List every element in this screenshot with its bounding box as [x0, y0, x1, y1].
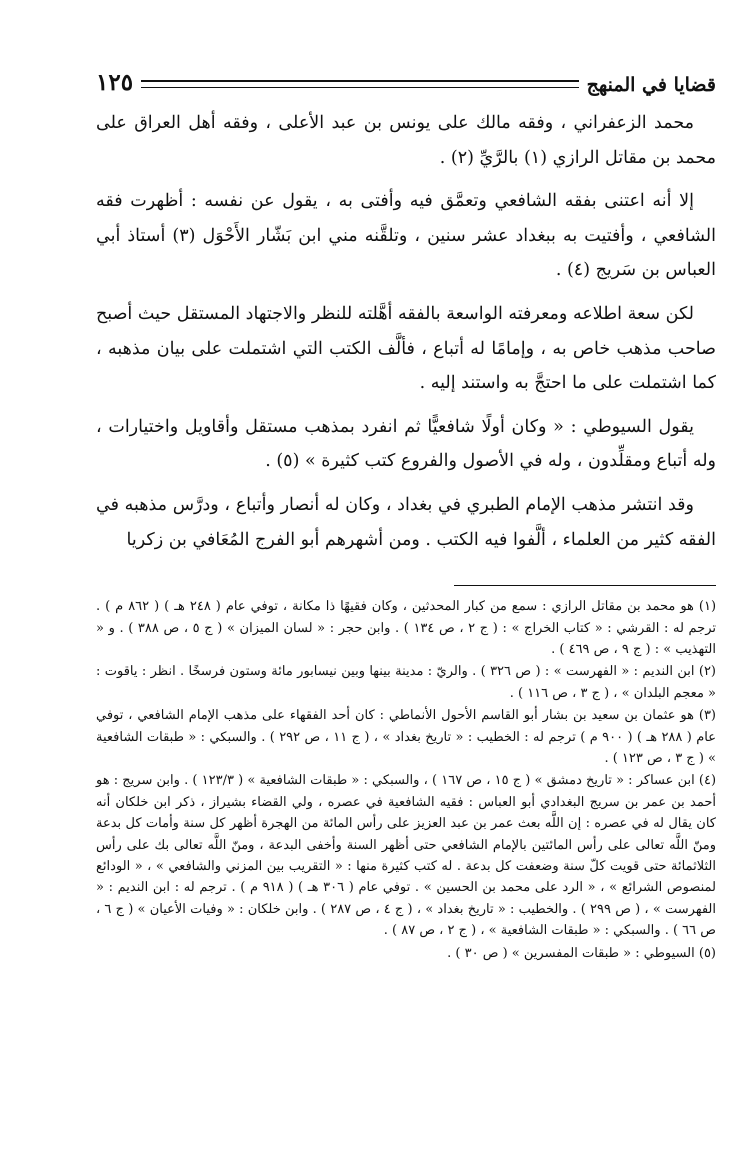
header-rule — [141, 80, 579, 88]
footnotes — [96, 596, 716, 964]
page-number: ١٢٥ — [96, 69, 134, 96]
footnote: (٥) السيوطي : « طبقات المفسرين » ( ص ٣٠ ) . — [447, 945, 716, 961]
header-title: قضايا في المنهج — [586, 74, 716, 96]
paragraph: لكن سعة اطلاعه ومعرفته الواسعة بالفقه أهَّلته للنظر والاجتهاد المستقل حيث أصبح صاحب مذهب خاص به ، وإمامًا له أتباع ، فألَّف الكتب التي اشتملت على بيان مذهبه ، كما اشتملت على ما احتجَّ به واستند إليه . — [96, 303, 716, 394]
paragraph: إلا أنه اعتنى بفقه الشافعي وتعمَّق فيه وأفتى به ، يقول عن نفسه : أظهرت فقه الشافعي ، وأفتيت به ببغداد عشر سنين ، وتلقَّنه مني ابن بَشّار الأَحْوَل (٣) أستاذ أبي العباس بن سَريج (٤) . — [96, 191, 716, 281]
paragraph: وقد انتشر مذهب الإمام الطبري في بغداد ، وكان له أنصار وأتباع ، ودرَّس مذهبه في الفقه كثير من العلماء ، ألَّفوا فيه الكتب . ومن أشهرهم أبو الفرج المُعَافي بن زكريا — [96, 494, 716, 550]
footnote: (٤) ابن عساكر : « تاريخ دمشق » ( ج ١٥ ، ص ١٦٧ ) ، والسبكي : « طبقات الشافعية » ( ١٢٣/٣ ) . وابن سريج : هو أحمد بن عمر بن سريج البغدادي أبو العباس : فقيه الشافعية في عصره ، ولي القضاء بشيراز ، ذكر ابن خلكان أنه كان يقال له في عصره : إن اللَّه بعث عمر بن عبد العزيز على رأس المائة من الهجرة أظهر كل سنة وأمات كل بدعة ومنّ اللَّه تعالى على رأس المائتين بالإمام الشافعي حتى أظهر السنة وأخفى البدعة ، ومنّ اللَّه تعالى بك على رأس الثلاثمائة حتى قويت كلّ سنة وضعفت كل بدعة . له كتب كثيرة منها : « التقريب بين المزني والشافعي » ، « الودائع لمنصوص الشرائع » ، « الرد على محمد بن الحسين » . توفي عام ( ٣٠٦ هـ ) ( ٩١٨ م ) . ترجم له : ابن النديم : « الفهرست » ، ( ص ٢٩٩ ) . والخطيب : « تاريخ بغداد » ، ( ج ٤ ، ص ٢٨٧ ) . وابن خلكان : « وفيات الأعيان » ( ج ٦ ، ص ٦٦ ) . والسبكي : « طبقات الشافعية » ، ( ج ٢ ، ص ٨٧ ) . — [96, 773, 717, 939]
paragraph: محمد الزعفراني ، وفقه مالك على يونس بن عبد الأعلى ، وفقه أهل العراق على محمد بن مقاتل الرازي (١) بالرَّيِّ (٢) . — [96, 113, 716, 168]
paragraph: يقول السيوطي : « وكان أولًا شافعيًّا ثم انفرد بمذهب مستقل وأقاويل واختيارات ، وله أتباع ومقلِّدون ، وله في الأصول والفروع كتب كثيرة » (٥) . — [96, 416, 716, 472]
footnote-separator — [454, 585, 716, 586]
main-text — [96, 106, 716, 557]
footnote: (٢) ابن النديم : « الفهرست » : ( ص ٣٢٦ ) . والريّ : مدينة بينها وبين نيسابور مائة وستون فرسخًا . انظر : ياقوت : « معجم البلدان » ، ( ج ٣ ، ص ١١٦ ) . — [96, 664, 716, 701]
running-header — [96, 62, 716, 96]
footnote: (٣) هو عثمان بن سعيد بن بشار أبو القاسم الأحول الأنماطي : كان أحد الفقهاء على مذهب الإمام الشافعي ، توفي عام ( ٢٨٨ هـ ) ( ٩٠٠ م ) ترجم له : الخطيب : « تاريخ بغداد » ، ( ج ١١ ، ص ٢٩٢ ) . والسبكي : « طبقات الشافعية » ( ج ٣ ، ص ١٢٣ ) . — [96, 708, 717, 766]
footnote: (١) هو محمد بن مقاتل الرازي : سمع من كبار المحدثين ، وكان فقيهًا ذا مكانة ، توفي عام ( ٢٤٨ هـ ) ( ٨٦٢ م ) . ترجم له : القرشي : « كتاب الخراج » : ( ج ٢ ، ص ١٣٤ ) . وابن حجر : « لسان الميزان » ( ج ٥ ، ص ٣٨٨ ) . و « التهذيب » : ( ج ٩ ، ص ٤٦٩ ) . — [96, 599, 717, 657]
book-page — [96, 62, 716, 965]
